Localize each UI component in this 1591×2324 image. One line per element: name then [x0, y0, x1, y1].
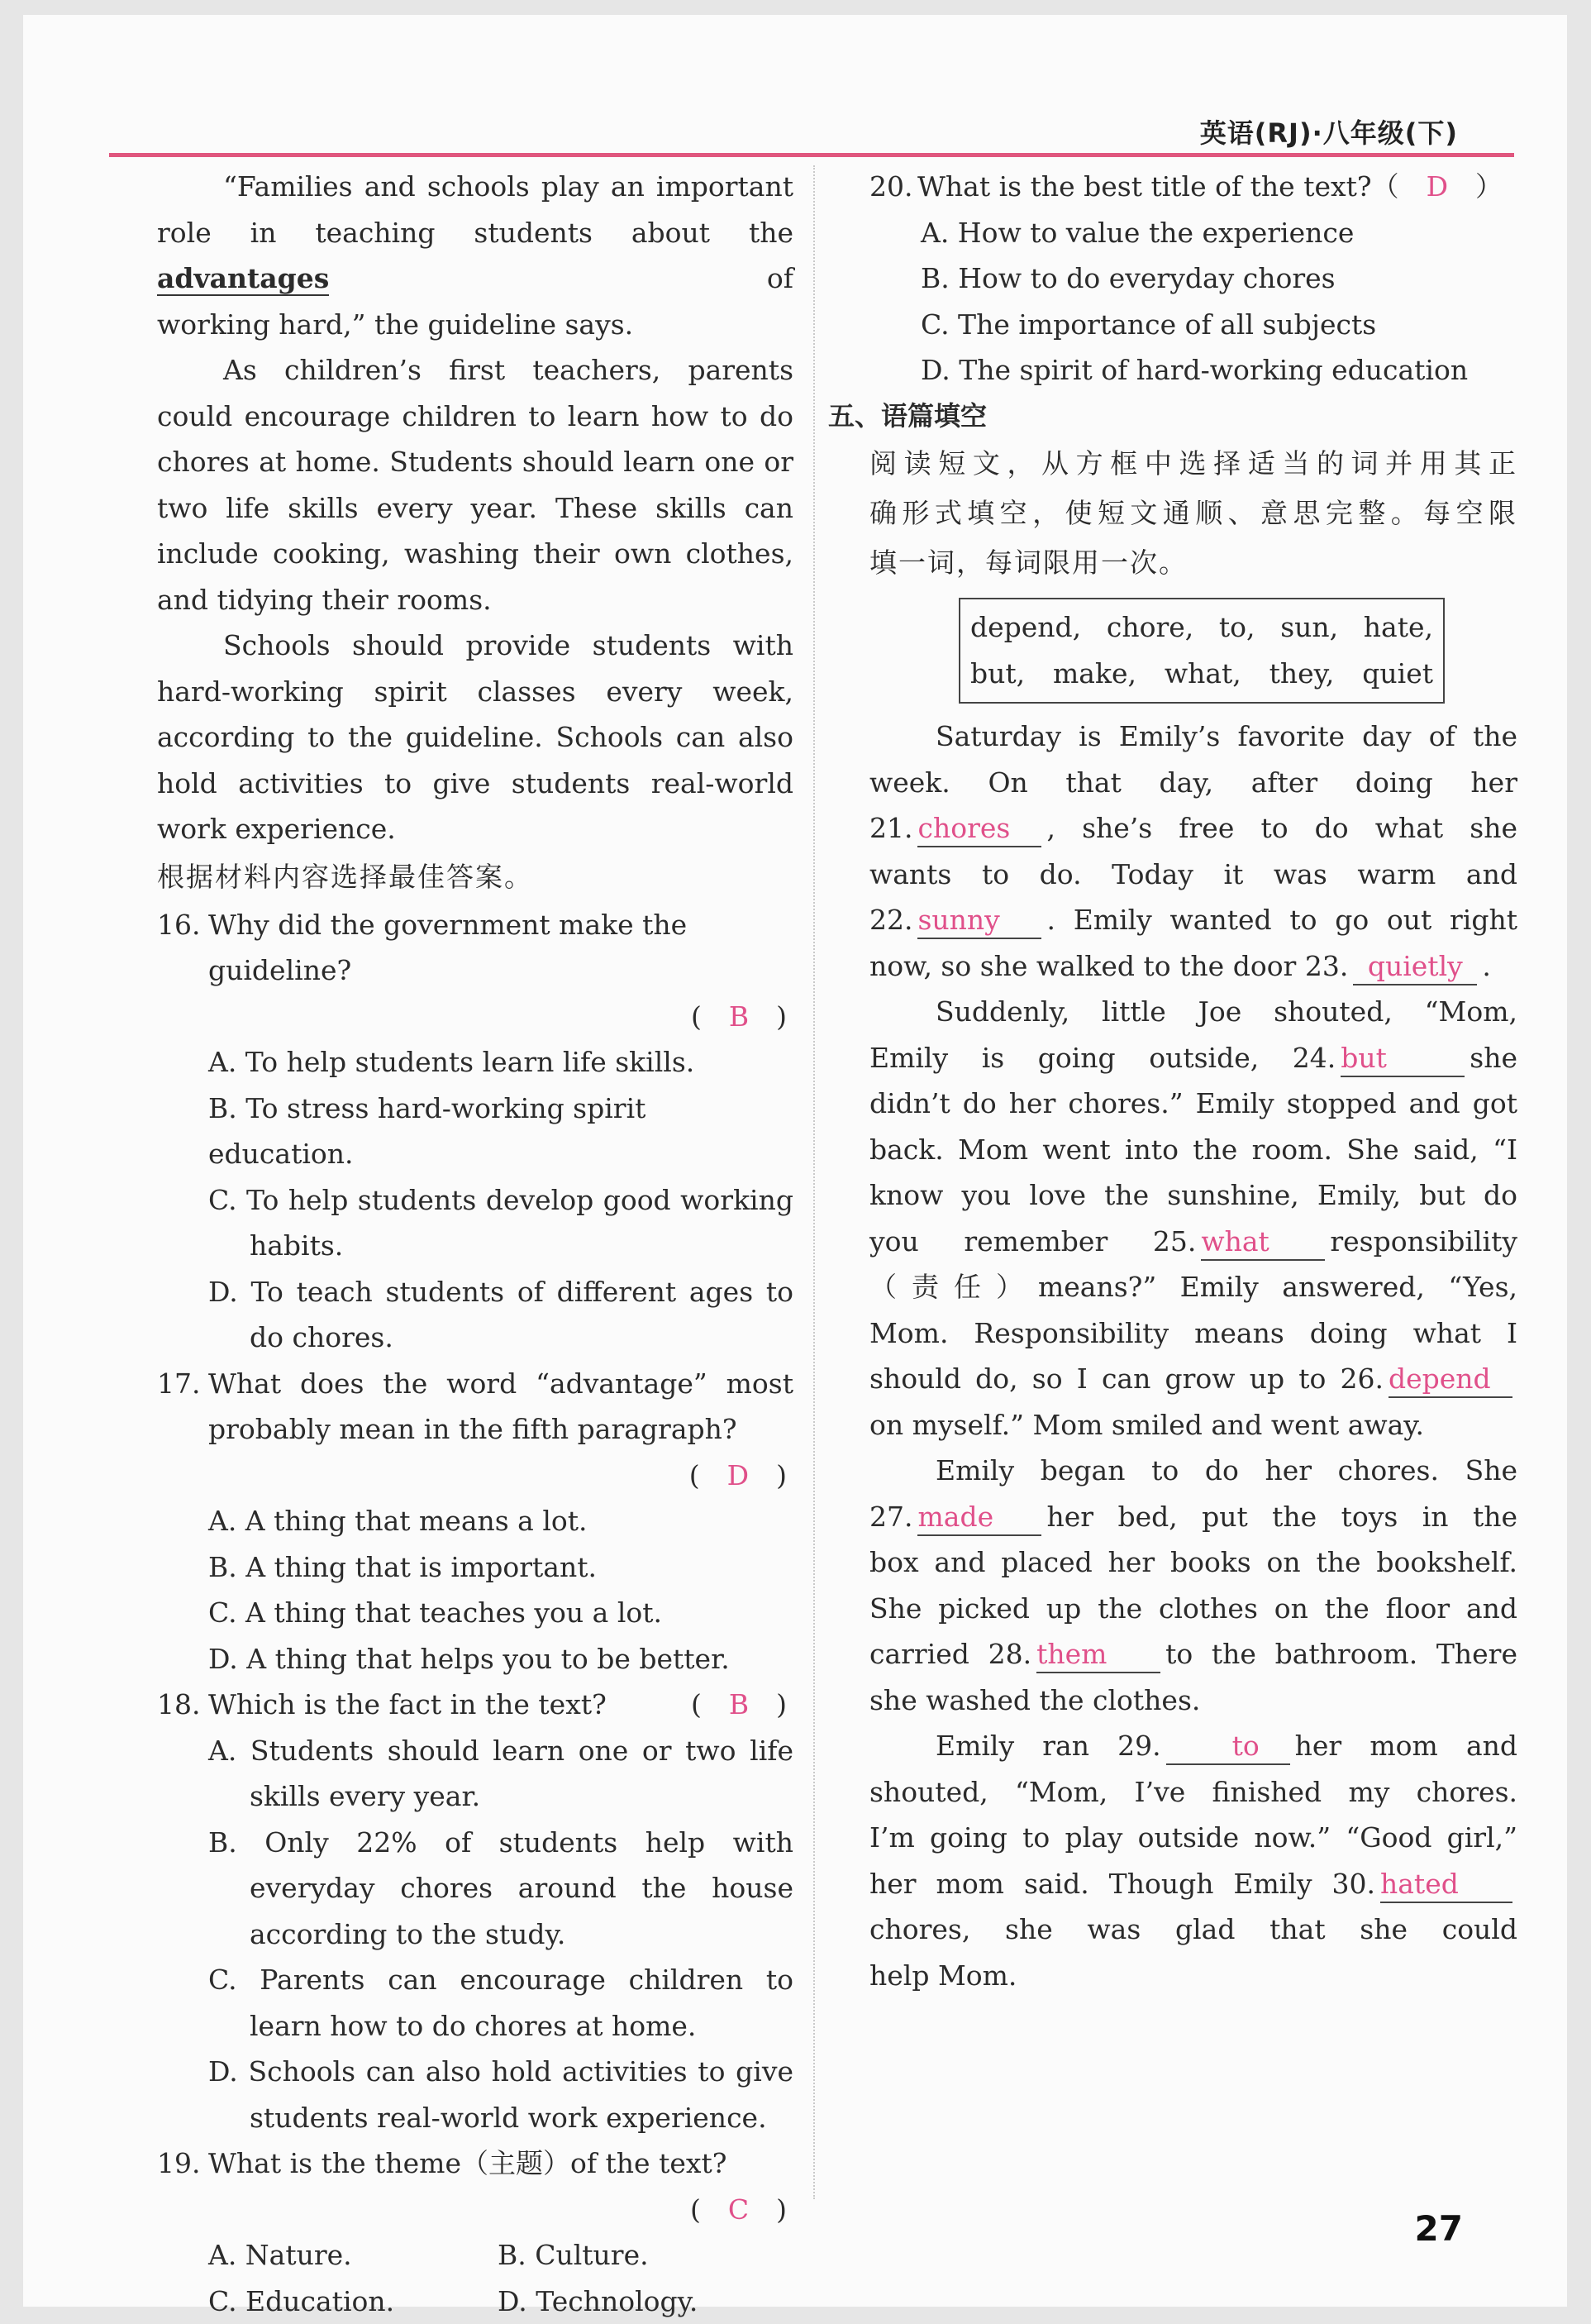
text-fragment: , she’s free to do what she — [1046, 812, 1517, 844]
question-text: What is the best title of the text?（ D ） — [917, 164, 1517, 210]
text-line: Schools should provide students with — [157, 623, 793, 669]
question-16 — [157, 902, 793, 994]
answer: C — [728, 2193, 749, 2226]
word-box-line: depend, chore, to, sun, hate, — [970, 604, 1433, 651]
option: D. A thing that helps you to be better. — [157, 1636, 793, 1682]
text-line: she washed the clothes. — [869, 1677, 1517, 1724]
option: D. The spirit of hard-working education — [869, 347, 1517, 394]
text-fragment: role in teaching students about the — [157, 217, 793, 249]
text-line: box and placed her books on the bookshelf. — [869, 1539, 1517, 1586]
text-line: could encourage children to learn how to do — [157, 394, 793, 440]
text-fragment: to the bathroom. There — [1165, 1638, 1517, 1670]
blank-24: but — [1341, 1041, 1465, 1077]
instruction: 根据材料内容选择最佳答案。 — [157, 852, 793, 902]
text-line: working hard,” the guideline says. — [157, 302, 793, 348]
text-line — [869, 1356, 1517, 1402]
option-cont: habits. — [157, 1223, 793, 1269]
text-fragment: Emily is going outside, 24. — [869, 1042, 1336, 1074]
option: B. Only 22% of students help with — [157, 1820, 793, 1866]
option-cont: do chores. — [157, 1315, 793, 1361]
text-line: Mom. Responsibility means doing what I — [869, 1310, 1517, 1357]
option: B. Culture. — [498, 2232, 787, 2279]
question-19 — [157, 2140, 793, 2187]
option: D. Technology. — [498, 2279, 787, 2324]
text-line — [869, 897, 1517, 943]
text-fragment: her mom and — [1295, 1730, 1517, 1762]
text-line: As children’s first teachers, parents — [157, 347, 793, 394]
instruction-line: 填一词，每词限用一次。 — [869, 538, 1517, 588]
text-line: hard-working spirit classes every week, — [157, 669, 793, 715]
text-line: include cooking, washing their own clothes, — [157, 531, 793, 577]
option-cont: learn how to do chores at home. — [157, 2003, 793, 2050]
question-number: 19. — [157, 2140, 200, 2187]
section-title: 五、语篇填空 — [828, 394, 1517, 440]
text-line: according to the guideline. Schools can also — [157, 714, 793, 761]
text-line: know you love the sunshine, Emily, but do — [869, 1172, 1517, 1219]
question-text: Which is the fact in the text? — [208, 1682, 607, 1728]
text-line: didn’t do her chores.” Emily stopped and got — [869, 1081, 1517, 1127]
text-fragment: responsibility — [1330, 1225, 1517, 1257]
option-cont: skills every year. — [157, 1773, 793, 1820]
option: B. To stress hard-working spirit education. — [157, 1086, 793, 1177]
left-column — [157, 164, 793, 2324]
question-20 — [869, 164, 1517, 210]
option-row — [157, 2232, 793, 2279]
highlighted-word: advantages — [157, 262, 329, 296]
text-line: chores at home. Students should learn one or — [157, 439, 793, 485]
answer-slot: ( B ) — [691, 1682, 787, 1728]
text-fragment: 22. — [869, 904, 912, 936]
header-title: 英语(RJ)·八年级(下) — [1200, 112, 1458, 150]
question-17 — [157, 1361, 793, 1453]
question-text: What does the word “advantage” most — [208, 1361, 793, 1407]
text-line — [869, 1035, 1517, 1081]
text-line: two life skills every year. These skills can — [157, 485, 793, 532]
text-line: She picked up the clothes on the floor and — [869, 1586, 1517, 1632]
answer: D — [1427, 170, 1448, 203]
option-cont: everyday chores around the house — [157, 1865, 793, 1911]
option: B. A thing that is important. — [157, 1544, 793, 1591]
text-fragment: 21. — [869, 812, 912, 844]
text-fragment: you remember 25. — [869, 1225, 1196, 1257]
option: A. Nature. — [208, 2232, 498, 2279]
right-column — [869, 164, 1517, 1998]
text-fragment: her mom said. Though Emily 30. — [869, 1868, 1375, 1900]
option: A. A thing that means a lot. — [157, 1498, 793, 1544]
text-fragment: her bed, put the toys in the — [1046, 1501, 1517, 1533]
text-line: Emily began to do her chores. She — [869, 1448, 1517, 1494]
option: B. How to do everyday chores — [869, 255, 1517, 302]
option: D. Schools can also hold activities to give — [157, 2049, 793, 2095]
text-fragment: Emily ran 29. — [936, 1730, 1161, 1762]
text-line — [869, 1631, 1517, 1677]
text-fragment: of — [767, 262, 793, 294]
answer-slot: ( B ) — [157, 994, 793, 1040]
word-box — [959, 598, 1445, 704]
text-fragment: she — [1470, 1042, 1517, 1074]
text-line: back. Mom went into the room. She said, “I — [869, 1127, 1517, 1173]
text-line — [869, 1494, 1517, 1540]
answer-slot: ( D ) — [157, 1453, 793, 1499]
blank-27: made — [917, 1500, 1041, 1536]
page-number: 27 — [1415, 2208, 1463, 2249]
option: C. Education. — [208, 2279, 498, 2324]
text-line: I’m going to play outside now.” “Good girl,” — [869, 1815, 1517, 1861]
blank-29: to — [1166, 1729, 1290, 1765]
option: C. To help students develop good working — [157, 1177, 793, 1224]
text-line — [157, 210, 793, 302]
question-18 — [157, 1682, 793, 1728]
text-fragment: 27. — [869, 1501, 912, 1533]
text-fragment: should do, so I can grow up to 26. — [869, 1362, 1384, 1395]
text-line: help Mom. — [869, 1953, 1517, 1999]
instruction-line: 确形式填空，使短文通顺、意思完整。每空限 — [869, 489, 1517, 538]
text-fragment: . — [1482, 950, 1491, 982]
text-fragment: . Emily wanted to go out right — [1046, 904, 1517, 936]
question-number: 16. — [157, 902, 200, 948]
option-cont: students real-world work experience. — [157, 2095, 793, 2141]
text-line: hold activities to give students real-world — [157, 761, 793, 807]
question-text-fragment: What is the best title of the text? — [917, 170, 1372, 203]
option-cont: according to the study. — [157, 1911, 793, 1958]
text-line: work experience. — [157, 806, 793, 852]
text-line: （责任）means?” Emily answered, “Yes, — [869, 1264, 1517, 1310]
word-box-line: but, make, what, they, quiet — [970, 651, 1433, 697]
text-line: Suddenly, little Joe shouted, “Mom, — [869, 989, 1517, 1035]
option: D. To teach students of different ages to — [157, 1269, 793, 1315]
blank-22: sunny — [917, 903, 1041, 939]
text-line: on myself.” Mom smiled and went away. — [869, 1402, 1517, 1448]
text-line — [869, 1861, 1517, 1907]
text-line: and tidying their rooms. — [157, 577, 793, 623]
text-fragment: now, so she walked to the door 23. — [869, 950, 1348, 982]
blank-26: depend — [1389, 1362, 1512, 1398]
blank-30: hated — [1380, 1867, 1512, 1903]
text-line — [869, 1219, 1517, 1265]
blank-28: them — [1036, 1637, 1160, 1673]
option: A. To help students learn life skills. — [157, 1039, 793, 1086]
option: A. Students should learn one or two life — [157, 1728, 793, 1774]
option: C. The importance of all subjects — [869, 302, 1517, 348]
page — [23, 15, 1567, 2307]
header-rule — [109, 153, 1514, 157]
text-line: week. On that day, after doing her — [869, 760, 1517, 806]
question-number: 18. — [157, 1682, 200, 1728]
option-row — [157, 2279, 793, 2324]
answer: B — [729, 1688, 749, 1720]
blank-21: chores — [917, 811, 1041, 847]
text-line: Saturday is Emily’s favorite day of the — [869, 713, 1517, 760]
question-text: What is the theme（主题）of the text? — [208, 2140, 793, 2187]
answer-slot: ( C ) — [157, 2187, 793, 2233]
question-text: probably mean in the fifth paragraph? — [208, 1406, 793, 1453]
question-number: 17. — [157, 1361, 200, 1407]
option: C. A thing that teaches you a lot. — [157, 1590, 793, 1636]
option: C. Parents can encourage children to — [157, 1957, 793, 2003]
text-fragment: carried 28. — [869, 1638, 1031, 1670]
text-line — [869, 805, 1517, 852]
answer: B — [729, 1000, 749, 1033]
blank-23: quietly — [1353, 949, 1477, 985]
text-line: shouted, “Mom, I’ve finished my chores. — [869, 1769, 1517, 1816]
text-line: “Families and schools play an important — [157, 164, 793, 210]
question-text: Why did the government make the guideline? — [208, 902, 793, 994]
option: A. How to value the experience — [869, 210, 1517, 256]
blank-25: what — [1201, 1224, 1325, 1261]
text-line — [869, 943, 1517, 990]
instruction-line: 阅读短文，从方框中选择适当的词并用其正 — [869, 439, 1517, 489]
text-line — [869, 1723, 1517, 1769]
column-divider — [813, 165, 815, 2199]
question-number: 20. — [869, 164, 912, 210]
text-line: wants to do. Today it was warm and — [869, 852, 1517, 898]
text-line: chores, she was glad that she could — [869, 1906, 1517, 1953]
answer: D — [727, 1459, 749, 1491]
